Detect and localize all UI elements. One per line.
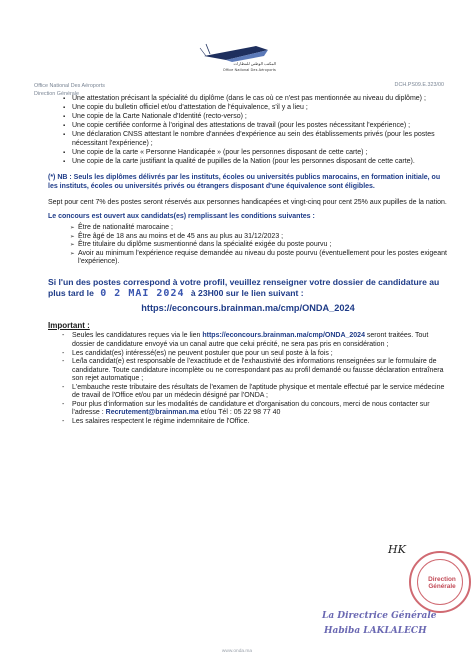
- application-link-inline[interactable]: https://econcours.brainman.ma/cmp/ONDA_2024: [202, 332, 365, 340]
- list-item: ▪ Une copie du bulletin officiel et/ou d'attestation de l'équivalence, s'il y a lieu ;: [64, 104, 448, 113]
- initials-signature: HK: [388, 543, 406, 556]
- conditions-title: Le concours est ouvert aux candidats(es) remplissant les conditions suivantes :: [48, 213, 315, 221]
- list-item: ▪ Une copie de la Carte Nationale d'Identité (recto-verso) ;: [64, 113, 448, 122]
- organization-name: Office National Des Aéroports: [34, 83, 105, 89]
- required-documents-list: [64, 95, 448, 166]
- list-item: ➢ Être de nationalité marocaine ;: [70, 224, 448, 233]
- list-item: - Seules les candidatures reçues via le lien https://econcours.brainman.ma/cmp/ONDA_2024 seront traitées. Tout dossier de candidature envoyé via un canal autre que celui précité, ne sera pas pris en considération ;: [62, 332, 448, 349]
- list-item: ▪ Une déclaration CNSS attestant le nombre d'années d'expérience au sein des établissements privés (pour les postes nécessitant l'expérience) ;: [64, 131, 448, 148]
- director-title-stamp: La Directrice Générale: [322, 611, 437, 621]
- round-stamp-text: Direction Générale: [428, 576, 456, 590]
- list-item: ➢ Avoir au minimum l'expérience requise demandée au niveau du poste pourvu (éventuellement pour les postes exigeant l'expérience).: [70, 250, 448, 267]
- quota-paragraph: Sept pour cent 7% des postes seront réservés aux personnes handicapées et vingt-cinq pour cent 25% aux pupilles de la nation.: [48, 198, 447, 206]
- logo-french-text: Office National Des Aéroports: [222, 68, 276, 72]
- profile-line2-suffix: à 23H00 sur le lien suivant :: [190, 287, 304, 298]
- profile-paragraph: [48, 277, 448, 299]
- application-link[interactable]: https://econcours.brainman.ma/cmp/ONDA_2024: [141, 303, 355, 314]
- document-reference: DCH.PS09.E.323/00: [394, 82, 444, 88]
- deadline-date-stamp: 0 2 MAI 2024: [100, 287, 185, 299]
- list-item: - L'embauche reste tributaire des résultats de l'examen de l'aptitude physique et mentale effectué par le service médecine de travail de l'Office et/ou par un médecin désigné par l'ONDA ;: [62, 384, 448, 401]
- list-item: - Pour plus d'information sur les modalités de candidature et d'organisation du concours, merci de nous contacter sur l'adresse : Recrutement@brainman.ma et/ou Tél : 05 22 98 77 40: [62, 401, 448, 418]
- important-title: Important :: [48, 320, 90, 330]
- list-item: ▪ Une attestation précisant la spécialité du diplôme (dans le cas où ce n'est pas mentionnée au niveau du diplôme) ;: [64, 95, 448, 104]
- list-item: ▪ Une copie de la carte « Personne Handicapée » (pour les personnes disposant de cette carte) ;: [64, 149, 448, 158]
- profile-line2-prefix: plus tard le: [48, 287, 94, 298]
- list-item: - Le/la candidat(e) est responsable de l'exactitude et de l'exhaustivité des informations renseignées sur le formulaire de candidature. Toute candidature incomplète ou ne correspondant pas au profil demandé ou fausse déclaration entraînera son rejet automatique ;: [62, 358, 448, 383]
- organization-department: Direction Générale: [34, 91, 79, 97]
- logo-arabic-text: المكتب الوطني للمطارات: [233, 61, 276, 66]
- list-item: ▪ Une copie certifiée conforme à l'original des attestations de travail (pour les postes nécessitant l'expérience) ;: [64, 122, 448, 131]
- list-item: - Les salaires respectent le régime indemnitaire de l'Office.: [62, 418, 448, 426]
- nb-note: (*) NB : Seuls les diplômes délivrés par les instituts, écoles ou universités publics marocains, en formation initiale, ou les instituts, écoles ou universités privés ou étrangers disposant d'une équivalence sont éligibles.: [48, 174, 441, 190]
- document-body: [48, 95, 448, 427]
- list-item: ➢ Être âgé de 18 ans au moins et de 45 ans au plus au 31/12/2023 ;: [70, 233, 448, 242]
- footer-website[interactable]: www.onda.ma: [221, 649, 253, 654]
- list-item: ➢ Être titulaire du diplôme susmentionné dans la spécialité exigée du poste pourvu ;: [70, 241, 448, 250]
- list-item: ▪ Une copie de la carte justifiant la qualité de pupilles de la Nation (pour les personnes disposant de cette carte).: [64, 158, 448, 167]
- conditions-list: [70, 224, 448, 267]
- director-name-stamp: Habiba LAKLALECH: [324, 626, 427, 636]
- profile-line1: Si l'un des postes correspond à votre profil, veuillez renseigner votre dossier de candidature au: [48, 277, 440, 288]
- contact-email-link[interactable]: Recrutement@brainman.ma: [105, 409, 199, 417]
- onda-logo-icon: [186, 40, 272, 78]
- important-list: [62, 332, 448, 426]
- list-item: - Les candidat(es) intéressé(es) ne peuvent postuler que pour un seul poste à la fois ;: [62, 350, 448, 358]
